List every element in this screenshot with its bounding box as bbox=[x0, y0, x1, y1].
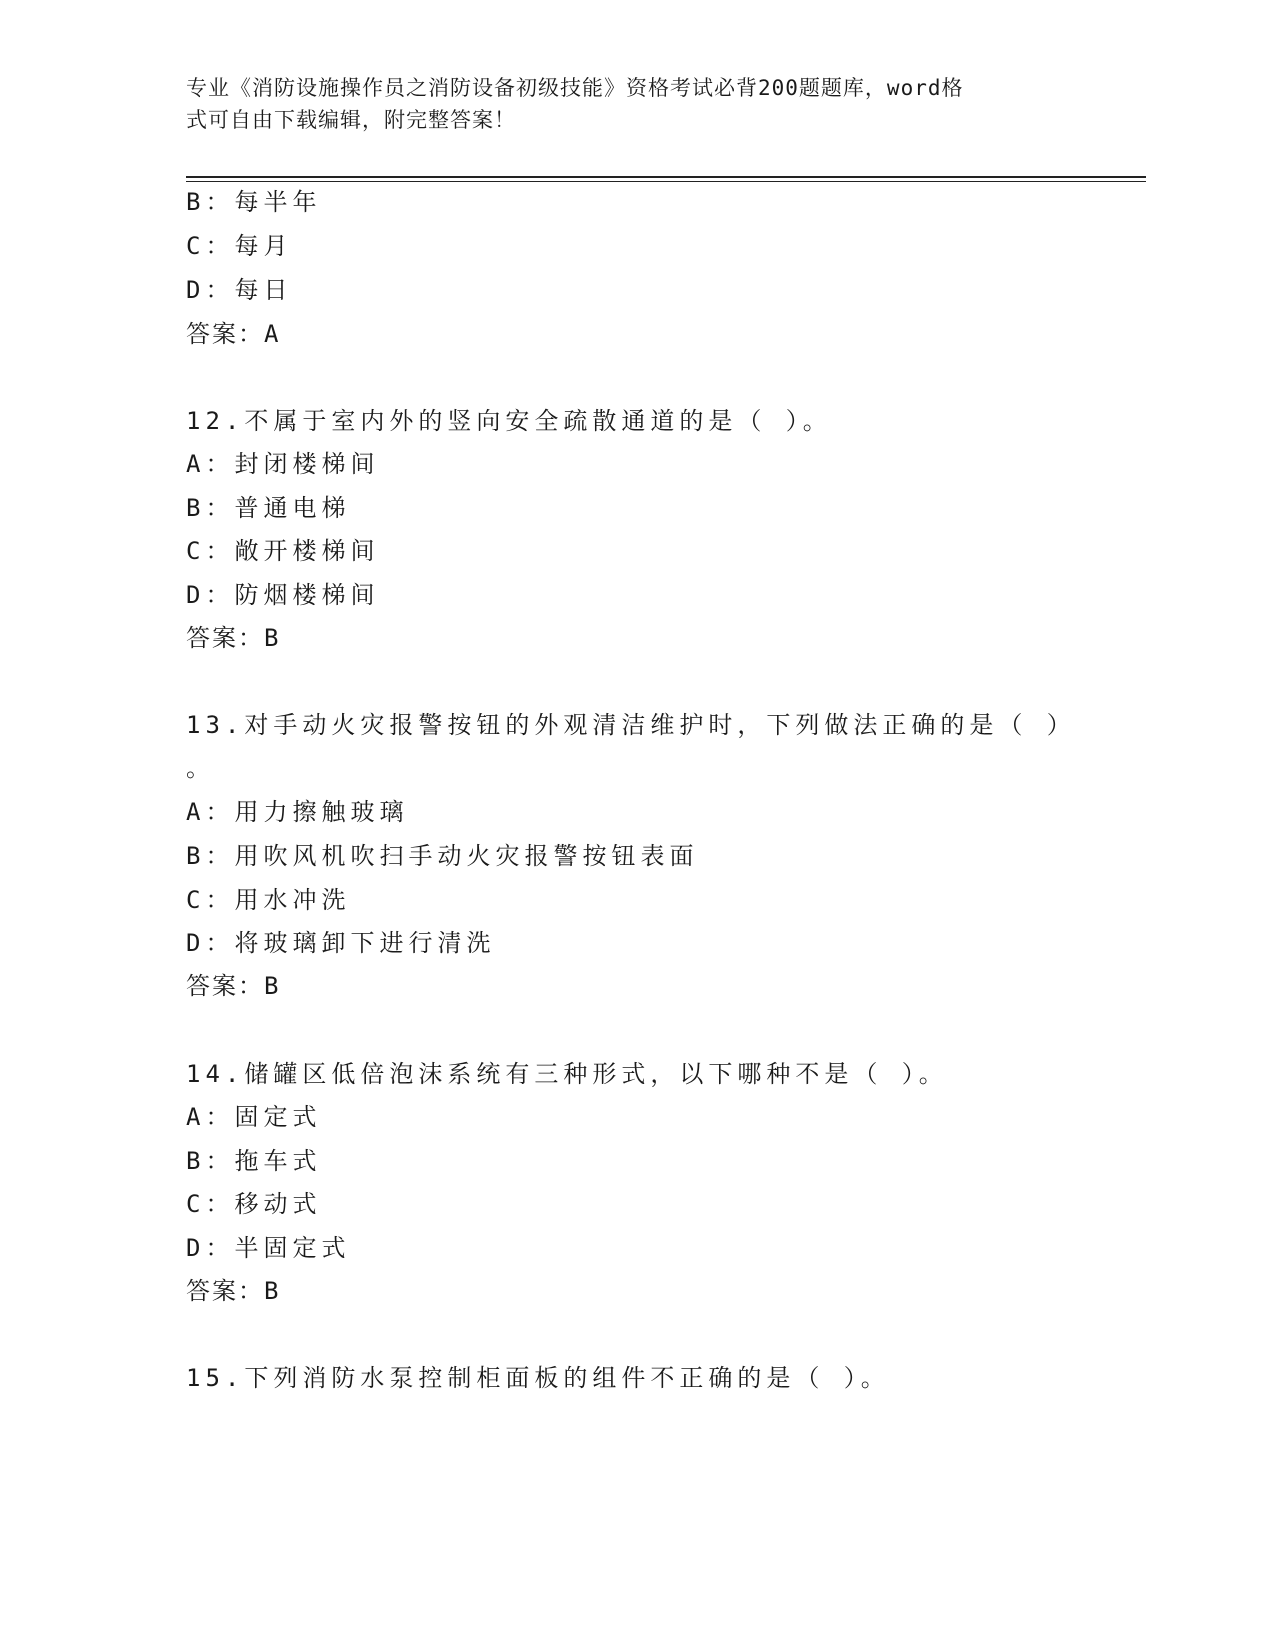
q13-option-b: B：用吹风机吹扫手动火灾报警按钮表面 bbox=[186, 842, 699, 870]
q12-option-d: D：防烟楼梯间 bbox=[186, 581, 380, 609]
q14-option-a: A：固定式 bbox=[186, 1103, 322, 1131]
q13-option-d: D：将玻璃卸下进行清洗 bbox=[186, 929, 496, 957]
q14-option-b: B：拖车式 bbox=[186, 1147, 322, 1175]
q14-option-c: C：移动式 bbox=[186, 1190, 322, 1218]
prev-option-d: D：每日 bbox=[186, 276, 293, 304]
q12-option-c: C：敞开楼梯间 bbox=[186, 537, 380, 565]
header-line-2: 式可自由下载编辑，附完整答案！ bbox=[186, 108, 516, 132]
q13-option-a: A：用力擦触玻璃 bbox=[186, 798, 409, 826]
q14-answer: 答案：B bbox=[186, 1277, 281, 1305]
q13-option-c: C：用水冲洗 bbox=[186, 886, 351, 914]
q13-stem: 13.对手动火灾报警按钮的外观清洁维护时，下列做法正确的是（ ） bbox=[186, 711, 1076, 739]
q14-stem: 14.储罐区低倍泡沫系统有三种形式，以下哪种不是（ ）。 bbox=[186, 1060, 948, 1088]
document-header bbox=[186, 72, 1066, 136]
header-divider-thick bbox=[186, 176, 1146, 178]
header-line-1: 专业《消防设施操作员之消防设备初级技能》资格考试必背200题题库，word格 bbox=[186, 76, 964, 100]
q15-stem: 15.下列消防水泵控制柜面板的组件不正确的是（ ）。 bbox=[186, 1364, 890, 1392]
q12-option-a: A：封闭楼梯间 bbox=[186, 450, 380, 478]
q12-answer: 答案：B bbox=[186, 624, 281, 652]
q12-option-b: B：普通电梯 bbox=[186, 494, 351, 522]
prev-option-c: C：每月 bbox=[186, 232, 293, 260]
q14-option-d: D：半固定式 bbox=[186, 1234, 351, 1262]
q13-answer: 答案：B bbox=[186, 972, 281, 1000]
q12-stem: 12.不属于室内外的竖向安全疏散通道的是（ ）。 bbox=[186, 407, 832, 435]
header-divider-thin bbox=[186, 181, 1146, 182]
q13-stem-continued: 。 bbox=[186, 754, 215, 782]
prev-option-b: B：每半年 bbox=[186, 188, 322, 216]
prev-answer: 答案：A bbox=[186, 320, 281, 348]
